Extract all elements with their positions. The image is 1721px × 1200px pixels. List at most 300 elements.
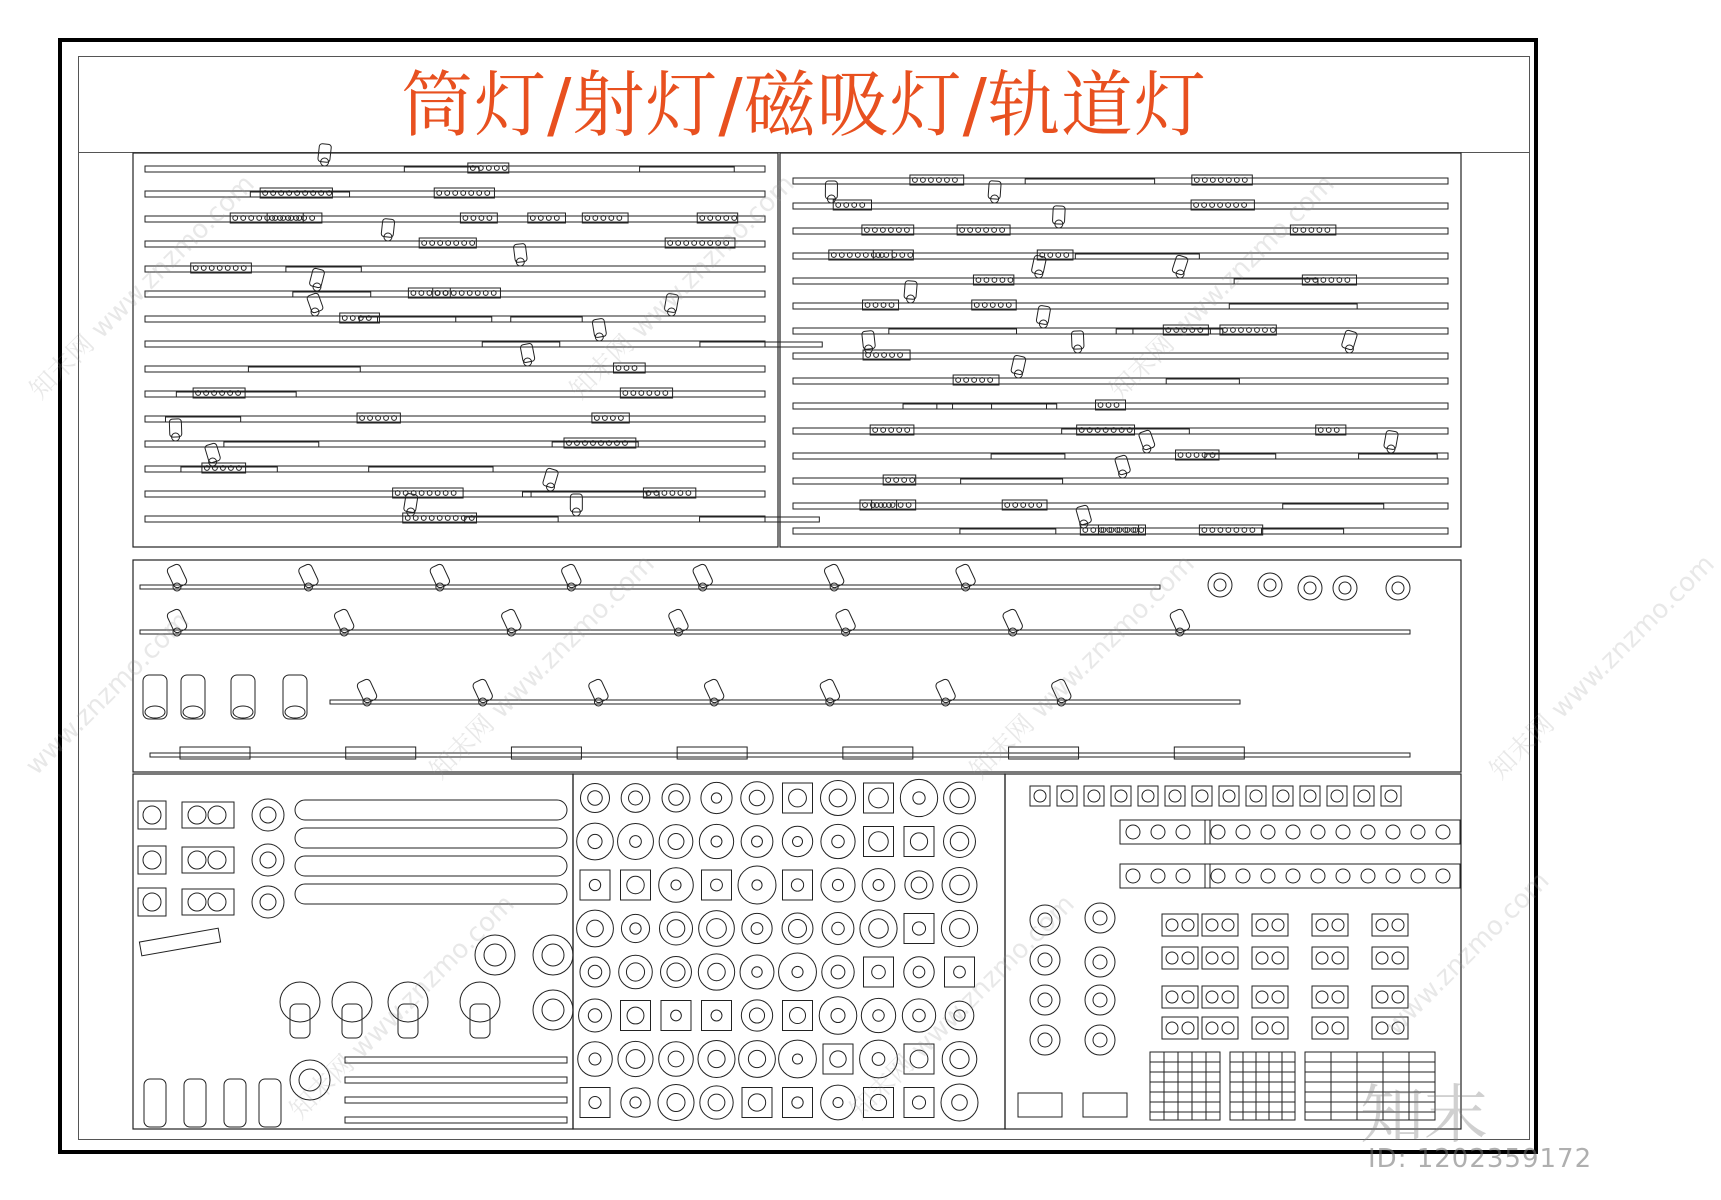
round-downlight-lens bbox=[748, 1094, 765, 1111]
round-downlight-icon bbox=[1030, 985, 1060, 1015]
left-track-rail bbox=[145, 366, 765, 372]
right-spot-head bbox=[1138, 430, 1155, 451]
double-grille-icon bbox=[1252, 914, 1288, 936]
round-downlight-lens bbox=[588, 1009, 601, 1022]
watermark-text: www.znzmo.com bbox=[1380, 865, 1556, 1042]
double-grille-icon bbox=[1372, 1017, 1408, 1039]
image-id-label: ID: 1202359172 bbox=[1368, 1144, 1593, 1174]
left-track-rail bbox=[145, 516, 765, 522]
square-downlight-icon bbox=[823, 1044, 853, 1074]
grille-cell-lens bbox=[1061, 790, 1073, 802]
round-downlight-lens bbox=[954, 966, 966, 978]
watermark-text: 知末网 www.znzmo.com bbox=[1484, 549, 1721, 786]
grille-head-lens bbox=[1151, 825, 1165, 839]
double-grille-icon bbox=[1312, 1017, 1348, 1039]
linear-light-strip bbox=[345, 1117, 567, 1123]
watermark-text: 知末网 www.znzmo.com bbox=[424, 549, 661, 786]
round-downlight-icon bbox=[900, 779, 937, 816]
double-grille-lens bbox=[1222, 952, 1234, 964]
round-downlight-icon bbox=[698, 1040, 735, 1077]
round-downlight-icon bbox=[618, 824, 654, 860]
double-grille-lens bbox=[1256, 919, 1268, 931]
square-downlight-icon bbox=[702, 870, 732, 900]
round-downlight-icon bbox=[578, 1042, 613, 1077]
left-spot-head bbox=[204, 443, 221, 464]
watermark-text: www.znzmo.com bbox=[20, 605, 196, 782]
round-downlight-lens bbox=[869, 788, 889, 808]
square-downlight-icon bbox=[783, 783, 813, 813]
left-light-strip bbox=[165, 417, 240, 422]
right-light-strip bbox=[1205, 454, 1276, 459]
magnetic-track-rail bbox=[140, 585, 1160, 589]
right-spot-head bbox=[1172, 255, 1189, 276]
grille-head-lens bbox=[1311, 825, 1325, 839]
watermark-text: 知末网 www.znzmo.com bbox=[964, 549, 1201, 786]
double-grille-icon bbox=[1252, 1017, 1288, 1039]
round-downlight-lens bbox=[626, 1050, 645, 1069]
round-spot-lens bbox=[542, 999, 564, 1021]
spot-head-icon bbox=[388, 982, 428, 1022]
round-downlight-icon bbox=[782, 826, 812, 856]
linear-light-bar bbox=[295, 800, 567, 820]
panel-magnetic-lights bbox=[133, 560, 1461, 772]
left-track-rail bbox=[145, 491, 765, 497]
round-downlight-lens bbox=[789, 920, 807, 938]
square-downlight-icon bbox=[742, 1088, 772, 1118]
round-downlight-icon bbox=[741, 782, 773, 814]
cylinder-spot-icon bbox=[231, 675, 255, 719]
cylinder-spot-icon bbox=[224, 1079, 246, 1127]
grille-cell-lens bbox=[1115, 790, 1127, 802]
cylinder-spot-icon bbox=[259, 1079, 281, 1127]
grille-head-lens bbox=[1336, 869, 1350, 883]
left-light-strip bbox=[511, 317, 582, 322]
magnetic-track-rail bbox=[330, 700, 1240, 704]
double-grille-icon bbox=[1372, 914, 1408, 936]
double-grille-lens bbox=[1376, 952, 1388, 964]
round-downlight-lens bbox=[913, 792, 925, 804]
right-light-strip bbox=[1025, 179, 1154, 184]
round-downlight-lens bbox=[630, 1097, 641, 1108]
square-downlight-icon bbox=[138, 888, 166, 916]
grille-head-lens bbox=[1411, 869, 1425, 883]
double-grille-lens bbox=[1166, 991, 1178, 1003]
round-downlight-icon bbox=[252, 799, 284, 831]
left-spot-head bbox=[664, 293, 679, 313]
grille-head-lens bbox=[1361, 869, 1375, 883]
square-downlight-icon bbox=[864, 957, 894, 987]
round-downlight-icon bbox=[1085, 1025, 1115, 1055]
surface-spot-icon bbox=[1258, 573, 1282, 597]
square-downlight-lens bbox=[143, 893, 161, 911]
round-downlight-lens bbox=[711, 1010, 722, 1021]
double-grille-lens bbox=[1272, 952, 1284, 964]
surface-spot-icon bbox=[1304, 582, 1316, 594]
grille-head-lens bbox=[1261, 825, 1275, 839]
round-downlight-lens bbox=[629, 791, 643, 805]
round-downlight-lens bbox=[1038, 913, 1052, 927]
square-downlight-icon bbox=[945, 957, 975, 987]
round-spot-icon bbox=[475, 935, 515, 975]
right-track-rail bbox=[793, 378, 1448, 384]
grille-cell-icon bbox=[1300, 786, 1320, 806]
round-downlight-icon bbox=[700, 1086, 733, 1119]
round-downlight-icon bbox=[741, 1000, 772, 1031]
round-downlight-icon bbox=[782, 913, 813, 944]
round-downlight-lens bbox=[669, 791, 684, 806]
grille-head-lens bbox=[1126, 869, 1140, 883]
grille-cell-icon bbox=[1057, 786, 1077, 806]
round-downlight-lens bbox=[792, 836, 802, 846]
round-downlight-icon bbox=[779, 1040, 817, 1078]
round-downlight-lens bbox=[748, 1050, 765, 1067]
cylinder-spot-icon bbox=[181, 675, 205, 719]
grille-cell-lens bbox=[1358, 790, 1370, 802]
watermark-text: 知末网 www.znzmo.com bbox=[24, 169, 261, 406]
square-downlight-icon bbox=[621, 870, 651, 900]
round-downlight-lens bbox=[910, 1050, 928, 1068]
double-grille-lens bbox=[208, 806, 226, 824]
round-spot-lens bbox=[542, 944, 564, 966]
grille-cell-icon bbox=[1327, 786, 1347, 806]
round-downlight-icon bbox=[945, 1001, 974, 1030]
round-downlight-lens bbox=[708, 963, 725, 980]
grille-cell-icon bbox=[1219, 786, 1239, 806]
round-downlight-lens bbox=[708, 1050, 725, 1067]
grille-cell-icon bbox=[1165, 786, 1185, 806]
double-grille-lens bbox=[1222, 919, 1234, 931]
round-downlight-lens bbox=[630, 836, 642, 848]
square-downlight-icon bbox=[783, 1001, 813, 1031]
round-downlight-lens bbox=[749, 1008, 764, 1023]
grille-head-lens bbox=[1286, 825, 1300, 839]
magnetic-track-rail bbox=[150, 753, 1410, 757]
round-downlight-icon bbox=[944, 782, 976, 814]
round-downlight-lens bbox=[831, 1008, 845, 1022]
left-light-strip bbox=[522, 492, 646, 497]
right-light-strip bbox=[1283, 504, 1384, 509]
cylinder-spot-icon bbox=[283, 675, 307, 719]
cylinder-spot-lens bbox=[183, 706, 203, 718]
double-grille-lens bbox=[1392, 1022, 1404, 1034]
round-downlight-lens bbox=[952, 1095, 968, 1111]
round-downlight-lens bbox=[667, 920, 685, 938]
round-downlight-lens bbox=[1093, 911, 1107, 925]
square-downlight-icon bbox=[702, 1001, 732, 1031]
round-downlight-lens bbox=[752, 880, 762, 890]
round-downlight-icon bbox=[1085, 903, 1115, 933]
round-downlight-lens bbox=[950, 919, 970, 939]
round-downlight-lens bbox=[789, 789, 807, 807]
double-grille-lens bbox=[1206, 991, 1218, 1003]
left-spot-head bbox=[520, 343, 535, 363]
round-downlight-icon bbox=[701, 782, 732, 813]
grille-cell-icon bbox=[1084, 786, 1104, 806]
double-grille-icon bbox=[1202, 947, 1238, 969]
left-spot-head bbox=[403, 493, 418, 513]
grille-head-lens bbox=[1236, 825, 1250, 839]
double-grille-icon bbox=[1312, 947, 1348, 969]
round-downlight-icon bbox=[941, 1084, 978, 1121]
round-downlight-lens bbox=[1038, 1033, 1052, 1047]
grille-cell-icon bbox=[1192, 786, 1212, 806]
double-grille-lens bbox=[1392, 919, 1404, 931]
double-grille-lens bbox=[1392, 952, 1404, 964]
double-grille-icon bbox=[1252, 986, 1288, 1008]
round-spot-lens bbox=[299, 1069, 321, 1091]
round-downlight-icon bbox=[1085, 947, 1115, 977]
grille-head-lens bbox=[1211, 869, 1225, 883]
double-grille-icon bbox=[1162, 1017, 1198, 1039]
double-grille-lens bbox=[1256, 991, 1268, 1003]
right-track-rail bbox=[793, 203, 1448, 209]
double-grille-icon bbox=[1372, 947, 1408, 969]
round-downlight-lens bbox=[627, 876, 644, 893]
surface-spot-icon bbox=[1333, 576, 1357, 600]
square-downlight-icon bbox=[661, 1001, 691, 1031]
surface-spot-icon bbox=[1386, 576, 1410, 600]
grille-cell-lens bbox=[1196, 790, 1208, 802]
grille-head-lens bbox=[1386, 825, 1400, 839]
round-downlight-lens bbox=[833, 1097, 843, 1107]
round-downlight-icon bbox=[862, 869, 895, 902]
square-downlight-icon bbox=[904, 1088, 934, 1118]
round-downlight-icon bbox=[699, 824, 733, 858]
round-downlight-lens bbox=[873, 1010, 884, 1021]
round-downlight-lens bbox=[668, 834, 684, 850]
grille-cell-icon bbox=[1381, 786, 1401, 806]
round-downlight-icon bbox=[740, 955, 774, 989]
round-downlight-icon bbox=[1030, 905, 1060, 935]
grille-cell-lens bbox=[1250, 790, 1262, 802]
round-spot-icon bbox=[290, 1060, 330, 1100]
double-grille-lens bbox=[1166, 1022, 1178, 1034]
brand-logo: 知末 bbox=[1360, 1079, 1488, 1153]
cylinder-spot-icon bbox=[144, 1079, 166, 1127]
left-light-strip bbox=[224, 442, 319, 447]
spot-head-icon bbox=[280, 982, 320, 1022]
right-track-rail bbox=[793, 403, 1448, 409]
round-downlight-lens bbox=[950, 832, 968, 850]
round-downlight-lens bbox=[711, 793, 721, 803]
magnetic-track-rail bbox=[140, 630, 1410, 634]
round-downlight-icon bbox=[741, 826, 773, 858]
right-spot-head bbox=[862, 330, 876, 349]
left-light-strip bbox=[369, 467, 493, 472]
double-grille-lens bbox=[1332, 1022, 1344, 1034]
square-downlight-icon bbox=[621, 1001, 651, 1031]
left-spot-head bbox=[592, 318, 607, 338]
round-downlight-icon bbox=[904, 957, 934, 987]
spot-head-icon bbox=[332, 982, 372, 1022]
linear-light-bar bbox=[295, 884, 567, 904]
round-downlight-lens bbox=[588, 965, 601, 978]
double-grille-lens bbox=[1316, 952, 1328, 964]
grille-head-lens bbox=[1436, 825, 1450, 839]
round-downlight-icon bbox=[822, 913, 854, 945]
round-downlight-icon bbox=[860, 910, 897, 947]
round-downlight-icon bbox=[1085, 985, 1115, 1015]
round-downlight-lens bbox=[872, 1053, 885, 1066]
round-downlight-icon bbox=[821, 1085, 856, 1120]
round-downlight-icon bbox=[619, 955, 653, 989]
left-light-strip bbox=[640, 167, 735, 172]
round-downlight-lens bbox=[913, 1009, 925, 1021]
grille-cell-lens bbox=[1088, 790, 1100, 802]
round-downlight-icon bbox=[698, 954, 734, 990]
round-downlight-icon bbox=[252, 886, 284, 918]
round-downlight-icon bbox=[579, 999, 612, 1032]
round-downlight-lens bbox=[1093, 993, 1107, 1007]
right-light-strip bbox=[961, 479, 1063, 484]
double-grille-lens bbox=[1272, 991, 1284, 1003]
round-downlight-lens bbox=[792, 1054, 802, 1064]
double-grille-lens bbox=[1316, 991, 1328, 1003]
grille-head-lens bbox=[1286, 869, 1300, 883]
multi-head-grille bbox=[1205, 864, 1460, 888]
round-downlight-lens bbox=[950, 788, 969, 807]
double-grille-lens bbox=[1316, 919, 1328, 931]
round-downlight-icon bbox=[252, 844, 284, 876]
round-downlight-icon bbox=[821, 824, 855, 858]
double-grille-icon bbox=[1372, 986, 1408, 1008]
round-downlight-lens bbox=[831, 965, 845, 979]
round-downlight-lens bbox=[910, 833, 927, 850]
right-light-strip bbox=[1229, 304, 1357, 309]
left-light-strip bbox=[248, 367, 360, 372]
left-light-strip bbox=[465, 517, 558, 522]
round-downlight-icon bbox=[621, 1088, 650, 1117]
double-grille-lens bbox=[188, 893, 206, 911]
square-downlight-icon bbox=[864, 827, 894, 857]
round-downlight-icon bbox=[941, 910, 977, 946]
double-grille-lens bbox=[208, 893, 226, 911]
round-downlight-icon bbox=[662, 784, 690, 812]
grille-head-lens bbox=[1261, 869, 1275, 883]
double-grille-lens bbox=[1182, 1022, 1194, 1034]
linear-light-bar bbox=[295, 828, 567, 848]
square-downlight-icon bbox=[580, 870, 610, 900]
round-downlight-lens bbox=[626, 963, 644, 981]
round-downlight-lens bbox=[792, 1097, 803, 1108]
round-downlight-lens bbox=[869, 919, 888, 938]
multi-head-grille bbox=[1205, 820, 1460, 844]
round-downlight-lens bbox=[950, 1049, 969, 1068]
grille-head-lens bbox=[1126, 825, 1140, 839]
double-grille-lens bbox=[1256, 1022, 1268, 1034]
round-downlight-lens bbox=[950, 875, 969, 894]
watermark-text: 知末网 www.znzmo.com bbox=[1104, 169, 1341, 406]
double-grille-lens bbox=[208, 851, 226, 869]
double-grille-lens bbox=[188, 851, 206, 869]
grille-head-lens bbox=[1311, 869, 1325, 883]
right-light-strip bbox=[1262, 529, 1344, 534]
surface-spot-icon bbox=[1339, 582, 1351, 594]
right-light-strip bbox=[960, 529, 1056, 534]
grille-head-lens bbox=[1411, 825, 1425, 839]
round-downlight-icon bbox=[577, 910, 614, 947]
right-spot-head bbox=[988, 181, 1001, 200]
right-spot-head bbox=[1036, 305, 1051, 325]
round-downlight-lens bbox=[832, 879, 843, 890]
grille-cell-lens bbox=[1169, 790, 1181, 802]
round-downlight-lens bbox=[1038, 953, 1052, 967]
double-grille-lens bbox=[1332, 919, 1344, 931]
round-spot-icon bbox=[533, 935, 573, 975]
grille-cell-lens bbox=[1331, 790, 1343, 802]
double-grille-lens bbox=[1222, 1022, 1234, 1034]
linear-light-strip bbox=[345, 1057, 567, 1063]
round-downlight-lens bbox=[912, 1096, 925, 1109]
round-downlight-icon bbox=[739, 1041, 776, 1078]
right-spot-head bbox=[904, 281, 917, 300]
right-light-strip bbox=[903, 404, 992, 409]
right-spot-head bbox=[1114, 455, 1131, 476]
double-grille-lens bbox=[1206, 952, 1218, 964]
surface-spot-icon bbox=[1214, 579, 1226, 591]
grille-head-lens bbox=[1211, 825, 1225, 839]
round-downlight-lens bbox=[667, 963, 685, 981]
round-downlight-lens bbox=[870, 1094, 886, 1110]
round-downlight-lens bbox=[912, 922, 925, 935]
grille-head-lens bbox=[1436, 869, 1450, 883]
surface-spot-icon bbox=[1264, 579, 1276, 591]
round-downlight-lens bbox=[587, 920, 604, 937]
round-downlight-icon bbox=[699, 911, 735, 947]
round-downlight-lens bbox=[869, 832, 888, 851]
round-downlight-icon bbox=[905, 871, 933, 899]
double-grille-lens bbox=[1222, 991, 1234, 1003]
grille-cell-icon bbox=[1138, 786, 1158, 806]
cylinder-spot-icon bbox=[143, 675, 167, 719]
surface-spot-icon bbox=[1298, 576, 1322, 600]
double-grille-icon bbox=[1202, 914, 1238, 936]
round-downlight-lens bbox=[671, 1010, 682, 1021]
left-light-strip bbox=[293, 292, 371, 297]
square-downlight-icon bbox=[904, 914, 934, 944]
round-downlight-icon bbox=[820, 780, 855, 815]
right-light-strip bbox=[1062, 429, 1190, 434]
watermark-text: 知末网 www.znzmo.com bbox=[844, 889, 1081, 1126]
left-light-strip bbox=[700, 342, 822, 347]
grille-head-lens bbox=[1361, 825, 1375, 839]
round-downlight-lens bbox=[873, 880, 884, 891]
round-downlight-lens bbox=[789, 1007, 805, 1023]
round-downlight-icon bbox=[860, 1040, 898, 1078]
left-spot-head bbox=[381, 218, 395, 237]
right-spot-head bbox=[1076, 505, 1092, 526]
grille-head-lens bbox=[1336, 825, 1350, 839]
left-track-rail bbox=[145, 341, 765, 347]
double-grille-lens bbox=[1376, 1022, 1388, 1034]
round-downlight-lens bbox=[911, 877, 927, 893]
right-spot-head bbox=[1011, 355, 1027, 375]
round-downlight-lens bbox=[630, 923, 641, 934]
linear-light-bar bbox=[295, 856, 567, 876]
grille-cell-icon bbox=[1030, 786, 1050, 806]
double-grille-lens bbox=[1182, 952, 1194, 964]
round-downlight-lens bbox=[832, 835, 844, 847]
right-track-rail bbox=[793, 478, 1448, 484]
double-grille-lens bbox=[1376, 919, 1388, 931]
right-light-strip bbox=[1359, 454, 1438, 459]
left-track-rail bbox=[145, 191, 765, 197]
round-downlight-icon bbox=[658, 1084, 694, 1120]
right-track-rail bbox=[793, 528, 1448, 534]
round-downlight-lens bbox=[830, 1051, 846, 1067]
double-grille-lens bbox=[1166, 952, 1178, 964]
square-downlight-icon bbox=[904, 827, 934, 857]
